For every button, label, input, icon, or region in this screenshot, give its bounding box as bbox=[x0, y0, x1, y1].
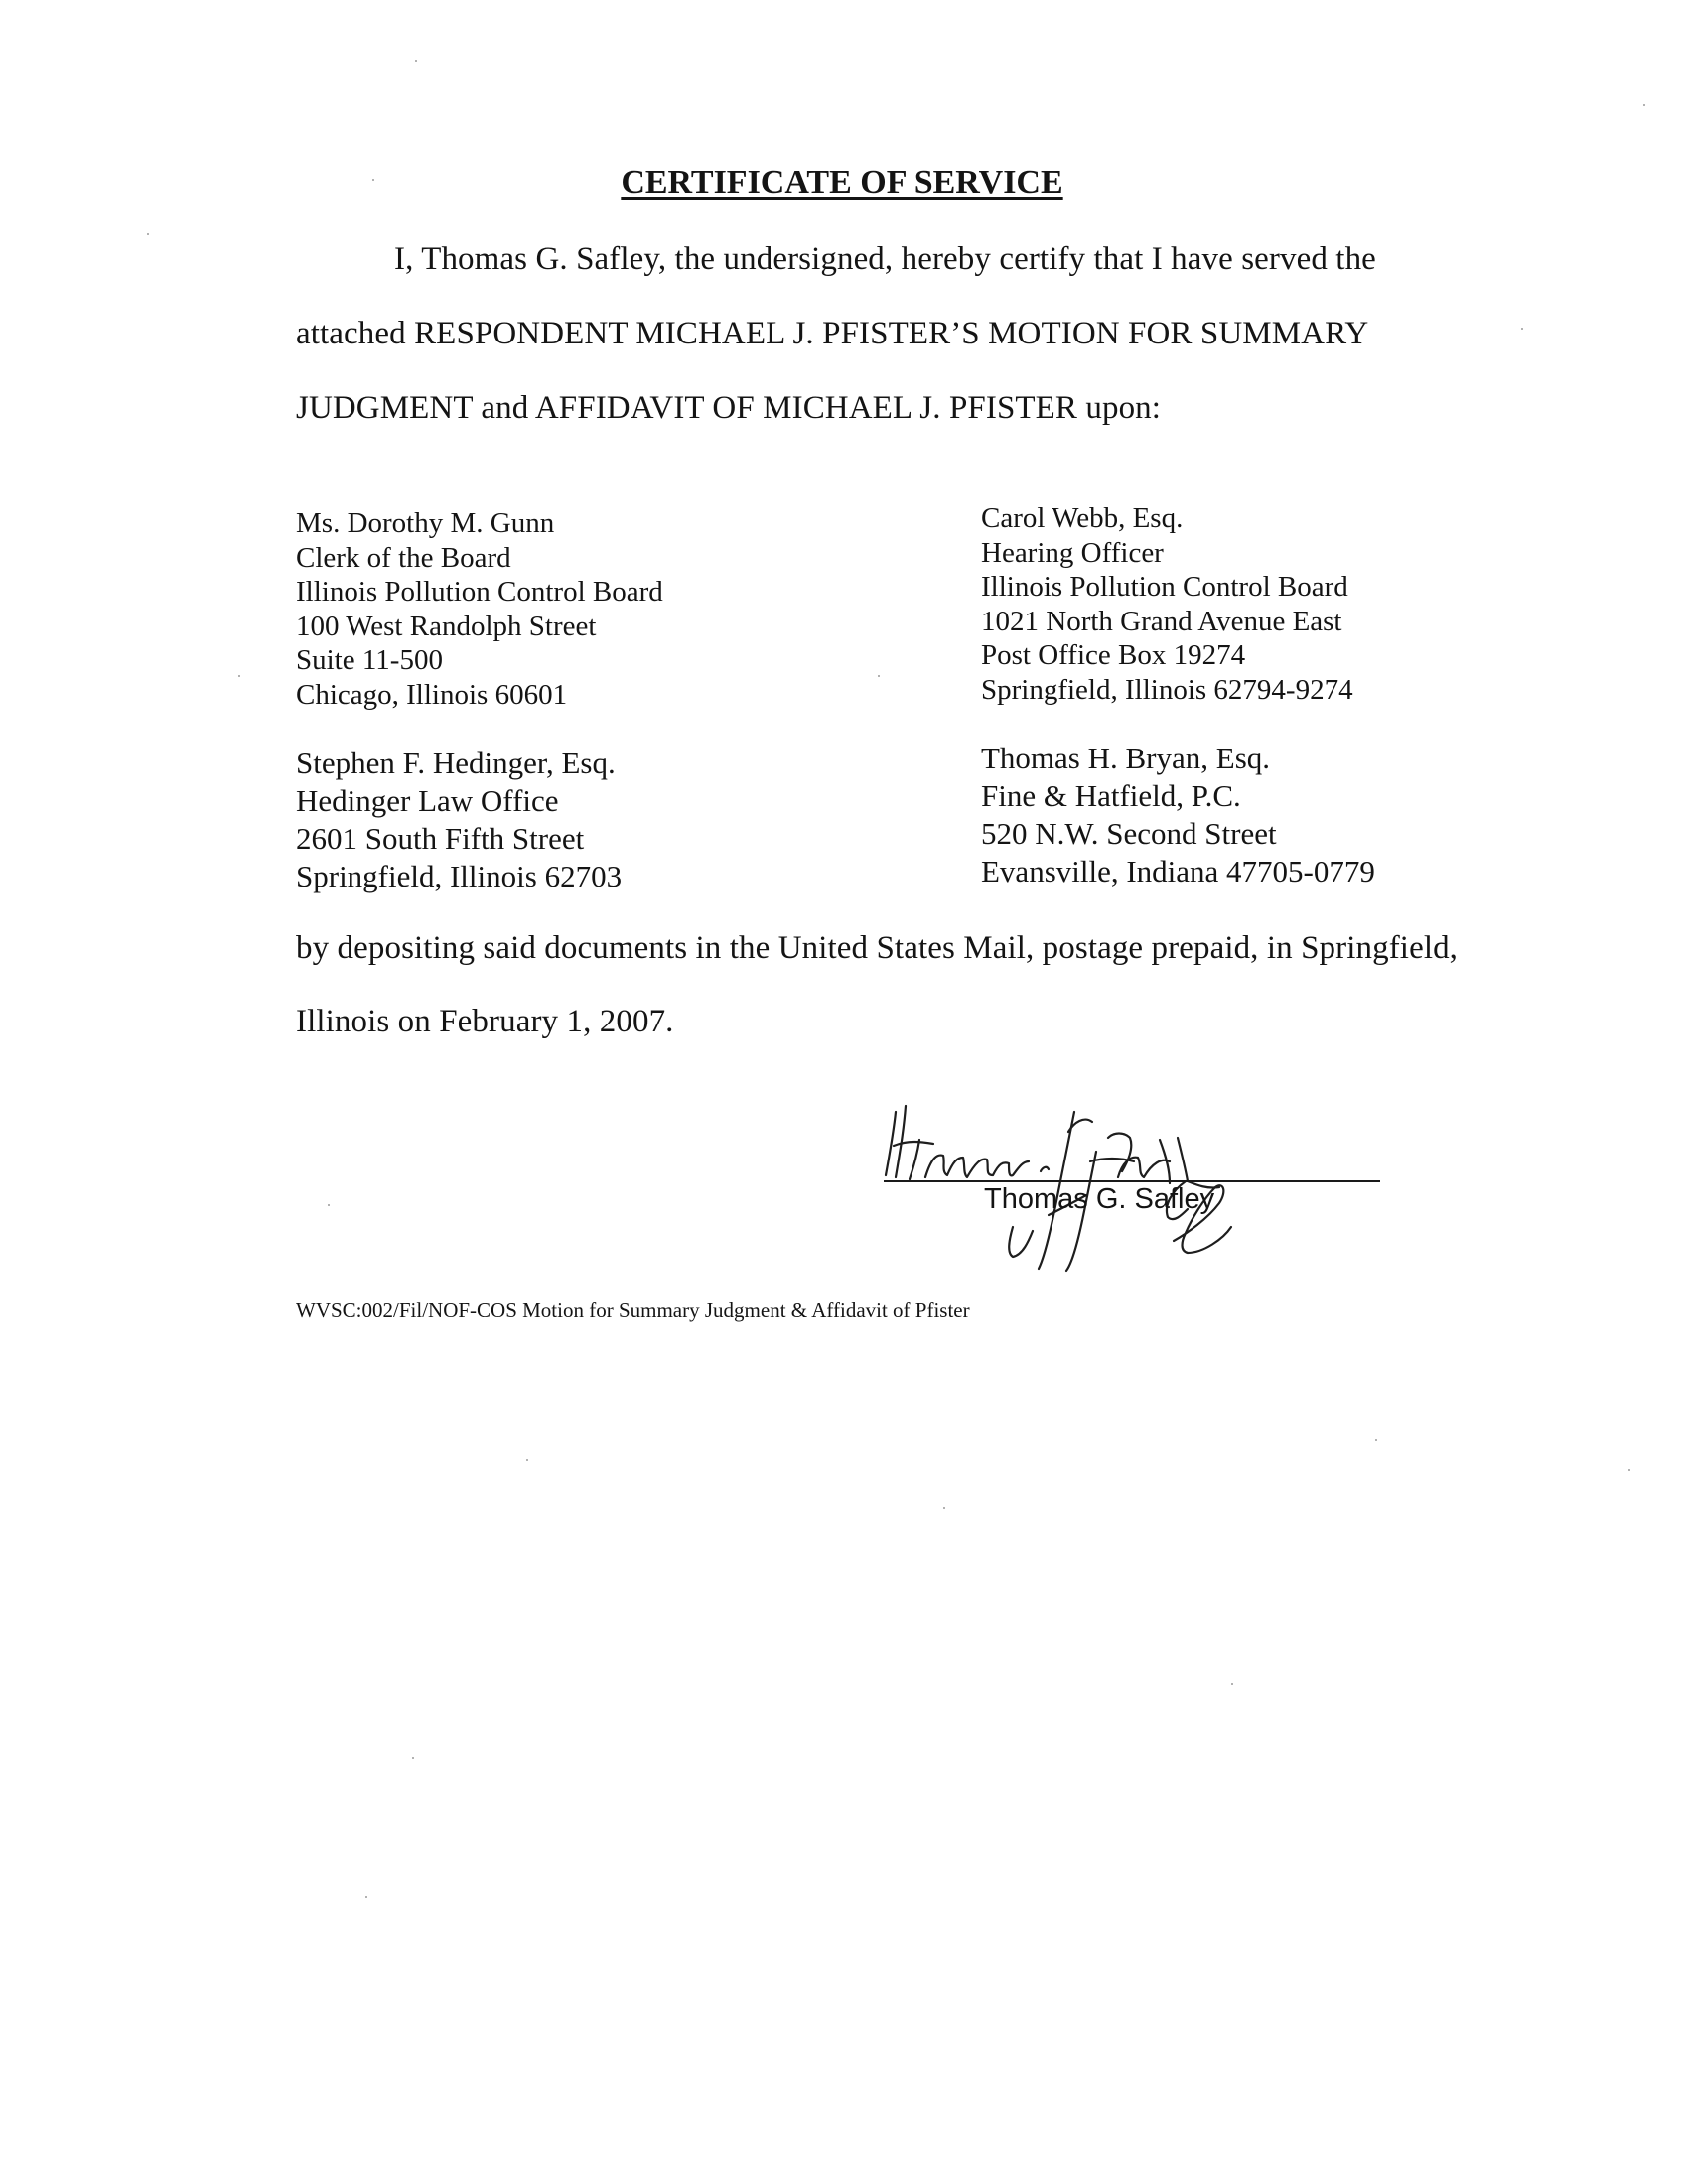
page-title: CERTIFICATE OF SERVICE bbox=[621, 164, 1063, 201]
address-line: Chicago, Illinois 60601 bbox=[296, 678, 568, 711]
footer-file-reference: WVSC:002/Fil/NOF-COS Motion for Summary Judgment & Affidavit of Pfister bbox=[296, 1298, 970, 1322]
paragraph-line-1: I, Thomas G. Safley, the undersigned, hereby certify that I have served the bbox=[394, 241, 1376, 277]
address-line: Springfield, Illinois 62794-9274 bbox=[981, 673, 1353, 706]
scan-speck bbox=[526, 1459, 528, 1461]
address-line: 2601 South Fifth Street bbox=[296, 821, 585, 856]
recipient-address-block bbox=[981, 740, 1375, 890]
address-line: Carol Webb, Esq. bbox=[981, 502, 1184, 534]
scan-speck bbox=[1231, 1683, 1233, 1685]
address-line: Fine & Hatfield, P.C. bbox=[981, 778, 1241, 813]
scan-speck bbox=[1521, 328, 1523, 330]
signer-printed-name: Thomas G. Safley bbox=[984, 1183, 1215, 1215]
recipient-address-block bbox=[981, 501, 1353, 707]
address-line: 520 N.W. Second Street bbox=[981, 816, 1277, 851]
closing-line-2: Illinois on February 1, 2007. bbox=[296, 1004, 674, 1039]
scan-speck bbox=[943, 1507, 945, 1509]
scan-speck bbox=[147, 233, 149, 235]
address-line: Hearing Officer bbox=[981, 536, 1164, 569]
scan-speck bbox=[328, 1204, 330, 1206]
address-line: Springfield, Illinois 62703 bbox=[296, 859, 623, 893]
address-line: Ms. Dorothy M. Gunn bbox=[296, 507, 555, 539]
signature-block bbox=[854, 1092, 1390, 1281]
address-line: Illinois Pollution Control Board bbox=[296, 576, 663, 608]
address-line: Thomas H. Bryan, Esq. bbox=[981, 741, 1271, 775]
scan-speck bbox=[238, 675, 240, 677]
scan-speck bbox=[1375, 1439, 1377, 1441]
address-line: 1021 North Grand Avenue East bbox=[981, 605, 1342, 637]
address-line: Clerk of the Board bbox=[296, 541, 511, 574]
closing-line-1: by depositing said documents in the United States Mail, postage prepaid, in Springfield, bbox=[296, 930, 1459, 966]
recipient-address-block bbox=[296, 745, 622, 895]
scan-speck bbox=[412, 1757, 414, 1759]
address-line: Stephen F. Hedinger, Esq. bbox=[296, 746, 616, 780]
scan-speck bbox=[415, 60, 417, 62]
scan-speck bbox=[365, 1896, 367, 1898]
address-line: Illinois Pollution Control Board bbox=[981, 571, 1348, 603]
recipient-address-block bbox=[296, 506, 663, 712]
address-line: Evansville, Indiana 47705-0779 bbox=[981, 854, 1375, 888]
scan-speck bbox=[878, 675, 880, 677]
scan-speck bbox=[1628, 1469, 1630, 1471]
paragraph-line-2: attached RESPONDENT MICHAEL J. PFISTER’S MOTION FOR SUMMARY bbox=[296, 316, 1369, 351]
signature-line bbox=[884, 1180, 1380, 1182]
scan-speck bbox=[372, 179, 374, 181]
paragraph-line-3: JUDGMENT and AFFIDAVIT OF MICHAEL J. PFISTER upon: bbox=[296, 390, 1162, 426]
address-line: 100 West Randolph Street bbox=[296, 610, 597, 642]
address-line: Hedinger Law Office bbox=[296, 783, 559, 818]
address-line: Suite 11-500 bbox=[296, 644, 443, 676]
address-line: Post Office Box 19274 bbox=[981, 639, 1246, 671]
scan-speck bbox=[1643, 104, 1645, 106]
